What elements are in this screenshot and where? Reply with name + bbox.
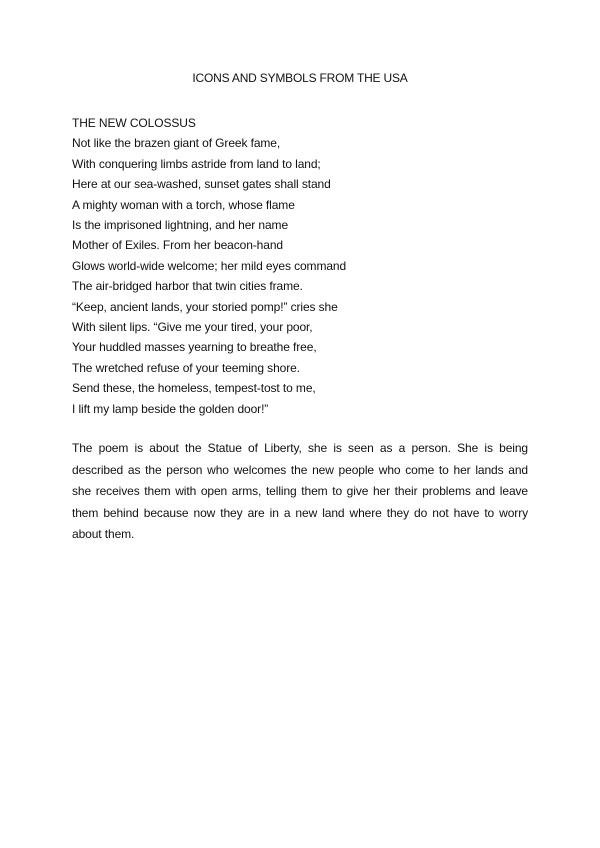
poem-line: Glows world-wide welcome; her mild eyes command bbox=[72, 258, 347, 273]
poem-line: A mighty woman with a torch, whose flame bbox=[72, 197, 295, 212]
poem-line: The wretched refuse of your teeming shore. bbox=[72, 360, 300, 375]
poem-title: THE NEW COLOSSUS bbox=[72, 116, 196, 130]
poem-line: Here at our sea-washed, sunset gates shall stand bbox=[72, 177, 331, 192]
poem-line: Send these, the homeless, tempest-tost to me, bbox=[72, 381, 316, 396]
poem-line: Your huddled masses yearning to breathe free, bbox=[72, 340, 317, 355]
poem-line: “Keep, ancient lands, your storied pomp!” cries she bbox=[72, 299, 338, 314]
poem-line: Not like the brazen giant of Greek fame, bbox=[72, 136, 281, 151]
poem-line: With conquering limbs astride from land to land; bbox=[72, 156, 321, 171]
poem-block bbox=[72, 113, 542, 419]
poem-line: Is the imprisoned lightning, and her name bbox=[72, 218, 289, 233]
poem-line: I lift my lamp beside the golden door!” bbox=[72, 401, 269, 416]
document-title: ICONS AND SYMBOLS FROM THE USA bbox=[192, 71, 408, 85]
poem-line: Mother of Exiles. From her beacon-hand bbox=[72, 238, 283, 253]
commentary-paragraph: The poem is about the Statue of Liberty, she is seen as a person. She is being described as the person who welcomes the new people who come to her lands and she receives them with open arms, telling them to give her their problems and leave them behind because now they are in a new land where they do not have to worry about them. bbox=[72, 441, 528, 542]
poem-line: With silent lips. “Give me your tired, your poor, bbox=[72, 320, 313, 335]
poem-line: The air-bridged harbor that twin cities frame. bbox=[72, 279, 303, 294]
